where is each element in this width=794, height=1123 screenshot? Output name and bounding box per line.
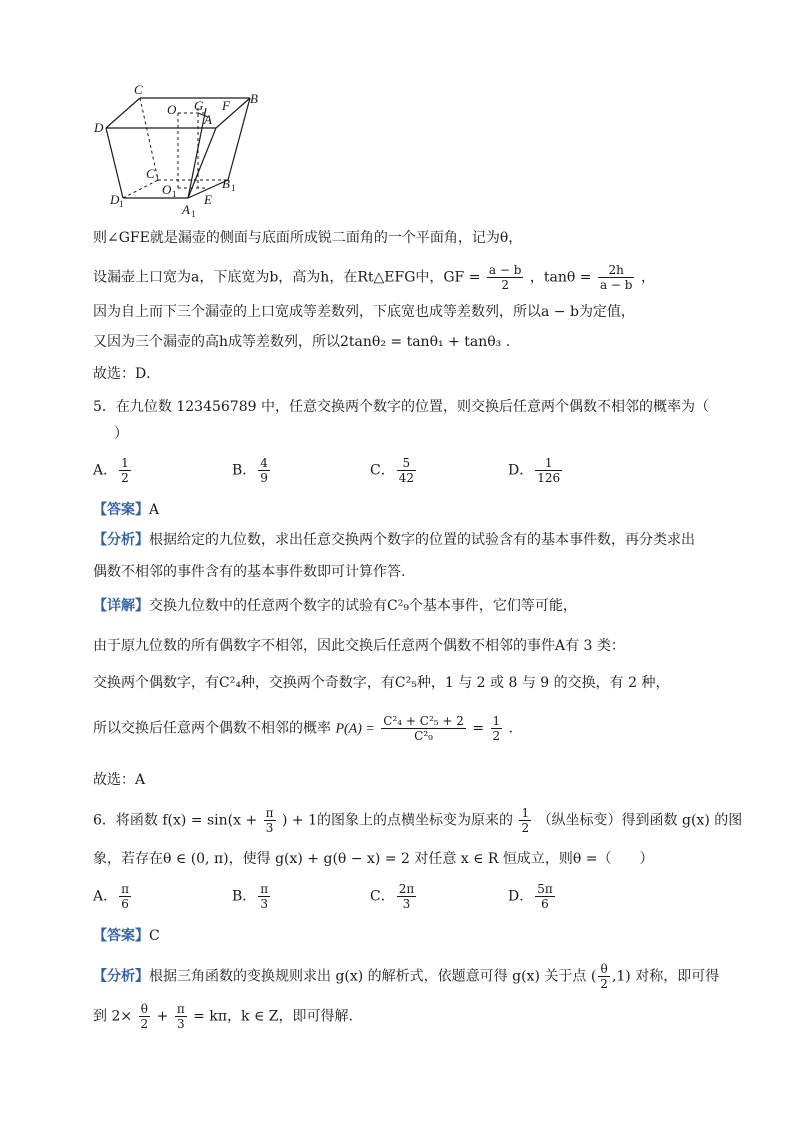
q6-stem1-c: （纵坐标变）得到函数 g(x) 的图 <box>537 812 743 829</box>
frac-num: θ <box>598 962 610 977</box>
analysis2-a: 到 2× <box>93 1008 133 1025</box>
frac-den: 42 <box>398 471 414 485</box>
option-frac <box>119 456 131 485</box>
label-D1-sub: 1 <box>119 199 124 209</box>
q4-line4: 又因为三个漏壶的高h成等差数列，所以2tanθ₂ = tanθ₁ + tanθ₃ . <box>93 334 511 350</box>
label-B1: B <box>222 176 230 191</box>
q6-stem1-a: 6．将函数 f(x) = sin(x + <box>93 812 258 829</box>
q4-line3: 因为自上而下三个漏壶的上口宽成等差数列，下底宽也成等差数列，所以a − b为定值， <box>93 304 635 320</box>
frac-den: 2 <box>121 471 129 485</box>
label-B: B <box>250 91 258 106</box>
period: . <box>508 720 514 737</box>
frac-num: π <box>121 882 130 896</box>
q6-option-a <box>93 882 133 911</box>
q4-frac-tan <box>598 263 635 292</box>
option-frac <box>258 882 270 911</box>
q5-option-b <box>232 456 272 485</box>
q6-stem1-half <box>519 806 531 835</box>
option-label: B． <box>232 888 257 905</box>
q5-option-c <box>370 456 418 485</box>
answer-tag: 【答案】 <box>93 502 149 518</box>
analysis-tag: 【分析】 <box>93 968 149 985</box>
paren-open: ( <box>590 968 597 985</box>
q5-analysis-line2: 偶数不相邻的事件含有的基本事件数即可计算作答. <box>93 564 406 580</box>
frac-num: θ <box>139 1002 151 1017</box>
frac-num: 4 <box>260 456 268 470</box>
option-frac <box>397 456 416 485</box>
option-label: D． <box>508 462 534 479</box>
q5-detail-line4 <box>93 714 513 743</box>
frac-den: 2 <box>140 1017 149 1031</box>
frac-den: 6 <box>541 897 549 911</box>
label-C: C <box>134 82 143 97</box>
q5-answer <box>93 500 159 520</box>
q6-stem-line1 <box>93 806 742 835</box>
frac-num: 5 <box>397 456 416 471</box>
detail-tag: 【详解】 <box>93 598 149 614</box>
frac-num: 5π <box>537 882 553 896</box>
option-frac <box>258 456 270 485</box>
frac-num: π <box>260 882 269 896</box>
frac-num: 2π <box>398 882 415 896</box>
frac-num: 1 <box>521 806 530 820</box>
frac-den: 3 <box>265 821 274 835</box>
option-label: A． <box>93 888 118 905</box>
q5-detail-line1 <box>93 596 577 616</box>
option-frac <box>535 456 562 485</box>
label-D1: D <box>110 192 120 207</box>
equals-sign: = <box>472 720 485 737</box>
detail4-text: 所以交换后任意两个偶数不相邻的概率 <box>93 720 331 737</box>
option-label: C． <box>370 888 395 905</box>
analysis-text: 根据给定的九位数，求出任意交换两个数字的位置的试验含有的基本事件数，再分类求出 <box>149 532 695 548</box>
frac-den: a − b <box>599 278 633 292</box>
pi-third-frac <box>175 1002 187 1031</box>
probability-frac <box>381 714 466 743</box>
answer-value: C <box>149 928 160 944</box>
frac-den: 126 <box>537 471 561 485</box>
q4-line1: 则∠GFE就是漏壶的侧面与底面所成锐二面角的一个平面角，记为θ， <box>93 230 523 246</box>
label-A1-sub: 1 <box>191 209 196 219</box>
q5-option-a <box>93 456 133 485</box>
q6-option-d <box>508 882 557 911</box>
frac-den: 9 <box>260 471 268 485</box>
q5-analysis-line1 <box>93 530 695 550</box>
frac-num: C²₄ + C²₅ + 2 <box>383 714 464 728</box>
frac-num: a − b <box>488 263 522 277</box>
frac-den: 3 <box>176 1017 185 1031</box>
frac-den: 2 <box>521 821 530 835</box>
frac-den: 2 <box>492 729 501 743</box>
point-frac <box>598 962 610 991</box>
label-O1: O <box>162 182 172 197</box>
frac-den: 6 <box>121 897 129 911</box>
q6-stem1-frac <box>264 806 276 835</box>
q6-stem1-b: ) + 1的图象上的点横坐标变为原来的 <box>282 812 514 829</box>
option-frac <box>535 882 555 911</box>
option-label: C． <box>370 462 395 479</box>
q5-stem-line1: 5．在九位数 123456789 中，任意交换两个数字的位置，则交换后任意两个偶数不相邻的概率为（ <box>93 399 709 415</box>
q5-final: 故选：A <box>93 772 146 788</box>
label-O1-sub: 1 <box>172 189 177 199</box>
analysis2-c: = kπ，k ∈ Z，即可得解. <box>193 1008 353 1025</box>
option-label: B． <box>232 462 257 479</box>
q6-option-c <box>370 882 418 911</box>
q5-stem-line2: ） <box>114 426 128 442</box>
label-D: D <box>94 120 104 135</box>
option-frac <box>119 882 131 911</box>
frac-num: π <box>265 806 274 820</box>
theta-half-frac <box>139 1002 151 1031</box>
analysis-tag: 【分析】 <box>93 532 149 548</box>
frac-num: 2h <box>598 263 635 278</box>
q5-option-d <box>508 456 564 485</box>
option-label: D． <box>508 888 534 905</box>
q4-frac-gf <box>487 263 524 292</box>
answer-tag: 【答案】 <box>93 928 149 944</box>
q5-detail-line2: 由于原九位数的所有偶数字不相邻，因此交换后任意两个偶数不相邻的事件A有 3 类： <box>93 638 625 654</box>
label-G: G <box>194 98 204 113</box>
analysis-text: 根据三角函数的变换规则求出 g(x) 的解析式，依题意可得 g(x) 关于点 <box>149 968 587 985</box>
plus-sign: + <box>156 1008 169 1025</box>
detail-text: 交换九位数中的任意两个数字的试验有C²₉个基本事件，它们等可能， <box>149 598 577 614</box>
q5-detail-line3: 交换两个偶数字，有C²₄种，交换两个奇数字，有C²₅种，1 与 2 或 8 与 9 的交换，有 2 种， <box>93 675 670 691</box>
q6-analysis-line2 <box>93 1002 353 1031</box>
label-B1-sub: 1 <box>231 183 236 193</box>
point-rest: ,1 <box>611 968 626 985</box>
label-C1: C <box>146 166 155 181</box>
q4-line2-b: ，tanθ = <box>529 269 592 286</box>
frac-den: 3 <box>402 897 411 911</box>
label-A1: A <box>182 202 190 217</box>
q4-line2-c: ， <box>640 269 655 286</box>
q6-answer <box>93 926 160 946</box>
paren-close: ) <box>625 968 631 985</box>
probability-expr: P(A) = <box>335 721 375 737</box>
label-E: E <box>204 192 212 207</box>
frac-den: 3 <box>260 897 269 911</box>
frac-num: 1 <box>121 456 129 470</box>
answer-value: A <box>149 502 160 518</box>
frac-num: 1 <box>535 456 562 471</box>
q6-stem-line2: 象，若存在θ ∈ (0, π)，使得 g(x) + g(θ − x) = 2 对任意 x ∈ R 恒成立，则θ =（ ） <box>93 851 654 867</box>
q4-line2 <box>93 263 655 292</box>
frac-den: C²₉ <box>414 729 433 743</box>
analysis-text-end: 对称，即可得 <box>635 968 720 985</box>
option-frac <box>397 882 417 911</box>
label-O: O <box>167 102 177 117</box>
result-frac <box>491 714 503 743</box>
q4-line2-a: 设漏壶上口宽为a，下底宽为b，高为h，在Rt△EFG中，GF = <box>93 269 481 286</box>
frac-den: 2 <box>600 977 608 991</box>
label-C1-sub: 1 <box>155 173 160 183</box>
geometry-figure <box>88 80 278 220</box>
q6-analysis-line1 <box>93 962 719 991</box>
label-A: A <box>204 112 212 127</box>
label-F: F <box>222 98 230 113</box>
frac-num: 1 <box>492 714 501 728</box>
frac-den: 2 <box>501 278 509 292</box>
frac-num: π <box>176 1002 185 1016</box>
q6-option-b <box>232 882 272 911</box>
q4-answer: 故选：D． <box>93 366 161 382</box>
option-label: A． <box>93 462 118 479</box>
